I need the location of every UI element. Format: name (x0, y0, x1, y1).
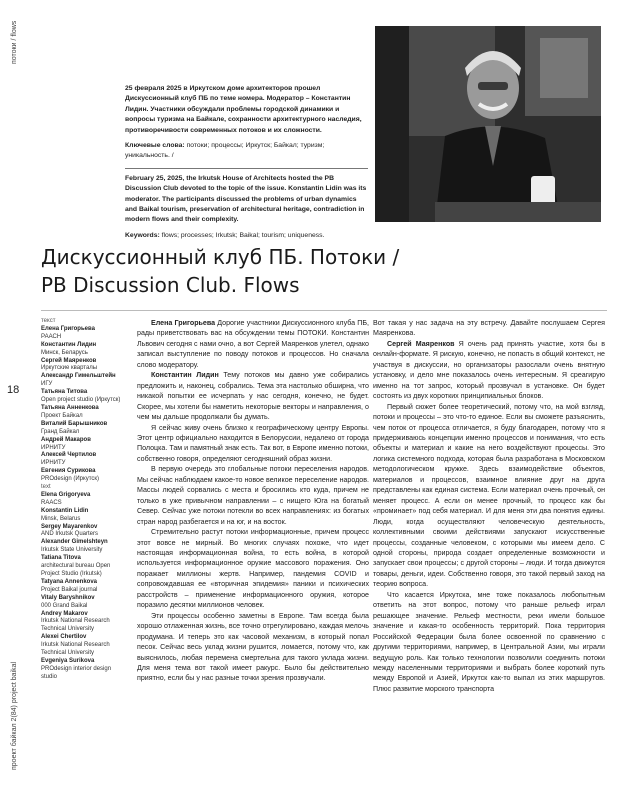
participant-org: PROdesign (Иркутск) (41, 476, 99, 483)
participant-name: Евгения Сурикова (41, 468, 96, 475)
paragraph (137, 423, 369, 465)
paragraph (137, 611, 369, 684)
participant-org: Irkutsk National Research Technical University (41, 642, 110, 657)
intro-en-keywords: Keywords: flows; processes; Irkutsk; Baikal; tourism; uniqueness. (125, 231, 325, 239)
participant-org: PROdesign interior design studio (41, 665, 112, 680)
participant-org: 000 Grand Baikal (41, 602, 88, 609)
participant-name: Alexei Chertilov (41, 634, 87, 641)
speaker-name: Константин Лидин (151, 371, 219, 380)
paragraph (373, 339, 605, 402)
paragraph-text: Дорогие участники Дискуссионного клуба ПБ, рады приветствовать вас на обсуждении темы ПОТОКИ. Константин Львович сегодня с нами очно, а вот Сергей Маяренков улетел, однако записал выступление по поводу потоков и процессов. Но сначала слово модератору. (137, 319, 370, 369)
participant-org: ИГУ (41, 381, 53, 388)
paragraph-text: Я очень рад принять участие, хотя бы в онлайн-формате. Я рискую, конечно, не попасть в общий контекст, не участвуя в дискуссии, но организаторы разослали очень внятную установку, и дело мне показалось очень интересным. Я среагирую именно на тот запрос, который прозвучал в установке. Он будет состоять из двух коротких принципиальных блоков. (373, 339, 605, 401)
intro-ru-keywords: Ключевые слова: потоки; процессы; Иркутск; Байкал; туризм; уникальность. / (125, 142, 325, 160)
paragraph (137, 370, 369, 422)
paragraph-text: В первую очередь это глобальные потоки переселения народов. Мы сейчас наблюдаем какое-то новое великое переселение народов. Массы людей сорвались с места и бросились кто куда, причем не только в уже привычном направлении – с нищего Юга на богатый Север. Сейчас уже потоки потекли во всех направлениях: из богатых стран народ разбегается и на юг, и на восток. (137, 465, 369, 526)
paragraph-text: Вот такая у нас задача на эту встречу. Давайте послушаем Сергея Маяренкова. (373, 319, 605, 338)
running-head: потоки / flows (11, 20, 18, 64)
speaker-name: Елена Григорьева (151, 319, 216, 327)
article-column-2 (373, 318, 605, 694)
intro-en: February 25, 2025, the Irkutsk House of Architects hosted the PB Discussion Club devoted to the topic of the issue. Konstantin Lidin was its moderator. The participants discussed the problems of urban dynamics and Baikal tourism, preservation of architectural heritage, contradiction in modern flows and their complexity. (125, 174, 367, 224)
participant-name: Tatyana Annenkova (41, 578, 98, 585)
participant-org: Минск, Беларусь (41, 349, 88, 356)
participant-name: Александр Гимельштейн (41, 373, 116, 380)
participant-org: Гранд Байкал (41, 428, 80, 435)
paragraph (373, 402, 605, 590)
speaker-photo (375, 26, 601, 222)
page-number: 18 (7, 384, 20, 396)
participant-name: Татьяна Титова (41, 389, 88, 396)
participant-name: Елена Григорьева (41, 325, 95, 332)
footer-text: проект байкал 2(84) project baikal (11, 661, 18, 770)
participant-org: РААСН (41, 333, 62, 340)
participant-org: RAACS (41, 499, 62, 506)
participants-list (41, 318, 123, 682)
paragraph-text: Первый сюжет более теоретический, потому что, на мой взгляд, потоки и процессы – это что-то единое. Если вы сможете разъяснить, чем поток от процесса отличается, я буду благодарен, потому что я придерживаюсь концепции именно процессов и понимания, что есть объекты и материал и какие на него воздействуют процессы. Это логика системного подхода, которая была разработана в Московском методологическом кружке. Здесь взаимодействие объектов, материалов и процессов, взаимное влияние друг на друга представлены как единая система. Если материал очень прочный, он меняет процесс. А если он менее прочный, то процесс как бы «проминает» под себя материал. И для меня эти два понятия едины. Люди, когда осуществляют человеческую деятельность, коллективными своими действиями запускают искусственные процессы, созданные человеком, с которыми мы имеем дело. С одной стороны, природа создает определенные возможности и запускает свои процессы; с другой стороны – люди. И тогда движутся товары, деньги, идеи. Собственно говоря, это такой первый заход на теорию вопроса. (373, 402, 605, 589)
participant-name: Andrey Makarov (41, 610, 88, 617)
participant-name: Sergey Mayarenkov (41, 523, 98, 530)
paragraph-text: Что касается Иркутска, мне тоже показалось любопытным ответить на этот вопрос, потому что раньше рельеф играл решающее значение. Рельеф местности, реки имели большое значение и какая-то особенность территорий. Пока территория Российской Федерации была более освоенной по сравнению с другими территориями, например, в Центральной Азии, мы играли ведущую роль. Как только технологии позволили соединить потоки между населенными территориями и выбрать более короткий путь между Европой и Азией, Иркутск как-то выпал из этих маршрутов. Плюс развитие морского транспорта (373, 590, 605, 693)
paragraph (373, 318, 605, 339)
participant-org: ИРНИТУ (41, 460, 66, 467)
participant-org: Иркутские кварталы (41, 365, 98, 372)
participant-org: architectural bureau Open Project Studio (Irkutsk) (41, 563, 111, 577)
participant-org: Irkutsk State University (41, 547, 103, 554)
article-title (41, 243, 399, 299)
paragraph-text: Эти процессы особенно заметны в Европе. Там всегда была хорошо отлаженная жизнь, все точно отрегулировано, каждая мелочь продумана. И теперь это как часовой механизм, в который попал песок. Сейчас весь уклад жизни рушится, ломается, потому что, как выяснилось, любая перемена смертельна для такого уклада жизни. Для меня тема вот такой имеет ракурс. Было бы действительно приятно, если бы у нас разные точки зрения прозвучали. (137, 611, 369, 683)
participant-org: AND Irkutsk Quarters (41, 531, 99, 538)
participant-name: Tatiana Titova (41, 555, 81, 562)
intro-abstract (125, 84, 368, 247)
participant-name: Татьяна Анненкова (41, 404, 99, 411)
participant-org: Project Baikal journal (41, 586, 98, 593)
paragraph (373, 590, 605, 695)
participant-org: ИРНИТУ (41, 444, 66, 451)
participant-name: Алексей Чертилов (41, 452, 97, 459)
participant-name: Evgeniya Surikova (41, 657, 95, 664)
participants-ru-header: текст (41, 318, 56, 324)
participant-name: Виталий Барышников (41, 420, 108, 427)
paragraph (137, 527, 369, 611)
participant-name: Сергей Маяренков (41, 357, 97, 364)
participant-name: Vitaly Baryshnikov (41, 594, 95, 601)
paragraph-text: Тему потоков мы давно уже собирались предложить и, наконец, собрались. Тема эта настолько обширна, что никакой попытки ее исчерпать у нас сегодня, конечно, не будет. Скорее, мы хотели бы наметить некоторые векторы и направления, о чем мы дальше продолжали бы думать. (137, 371, 369, 422)
paragraph (137, 464, 369, 527)
participant-name: Константин Лидин (41, 341, 97, 348)
title-en: PB Discussion Club. Flows (41, 273, 300, 297)
title-rule (41, 310, 607, 311)
paragraph-text: Стремительно растут потоки информационные, причем процесс этот вовсе не мирный. Во многих случаях похоже, что идет настоящая информационная война, то есть война, в которой используется информационное оружие массового поражения. Оно поражает миллионы жертв. Например, пандемия COVID и сопровождавшая ее «вторичная эпидемия» паники и психических расстройств – применение информационного оружия, которое поразило десятки миллионов человек. (137, 528, 369, 610)
participant-name: Konstantin Lidin (41, 507, 89, 514)
participant-org: Irkutsk National Research Technical University (41, 618, 110, 633)
participants-en-header: text (41, 484, 51, 491)
intro-ru: 25 февраля 2025 в Иркутском доме архитекторов прошел Дискуссионный клуб ПБ по теме номера. Модератор – Константин Лидин. Участники обсуждали проблемы городской динамики и вопросы туризма на Байкале, сохранности архитектурного наследия, противоречивости современных потоков и их сложности. (125, 85, 362, 134)
participant-name: Alexander Gimelshteyn (41, 539, 108, 546)
participant-name: Андрей Макаров (41, 436, 91, 443)
participant-org: Open project studio (Иркутск) (41, 397, 121, 404)
participant-name: Elena Grigoryeva (41, 491, 91, 498)
title-ru: Дискуссионный клуб ПБ. Потоки / (41, 245, 400, 269)
speaker-name: Сергей Маяренков (387, 339, 455, 348)
participant-org: Проект Байкал (41, 412, 83, 419)
paragraph-text: Я сейчас живу очень близко к географическому центру Европы. Этот центр официально находится в Белоруссии, недалеко от города Полоцка. Там и памятный знак есть. Так вот, в Европе именно потоки, собственно говоря, определяют сегодняшний образ жизни. (137, 423, 369, 463)
article-column-1 (137, 318, 369, 684)
paragraph (137, 318, 369, 370)
participant-org: Minsk, Belarus (41, 515, 81, 522)
intro-divider (125, 168, 368, 169)
